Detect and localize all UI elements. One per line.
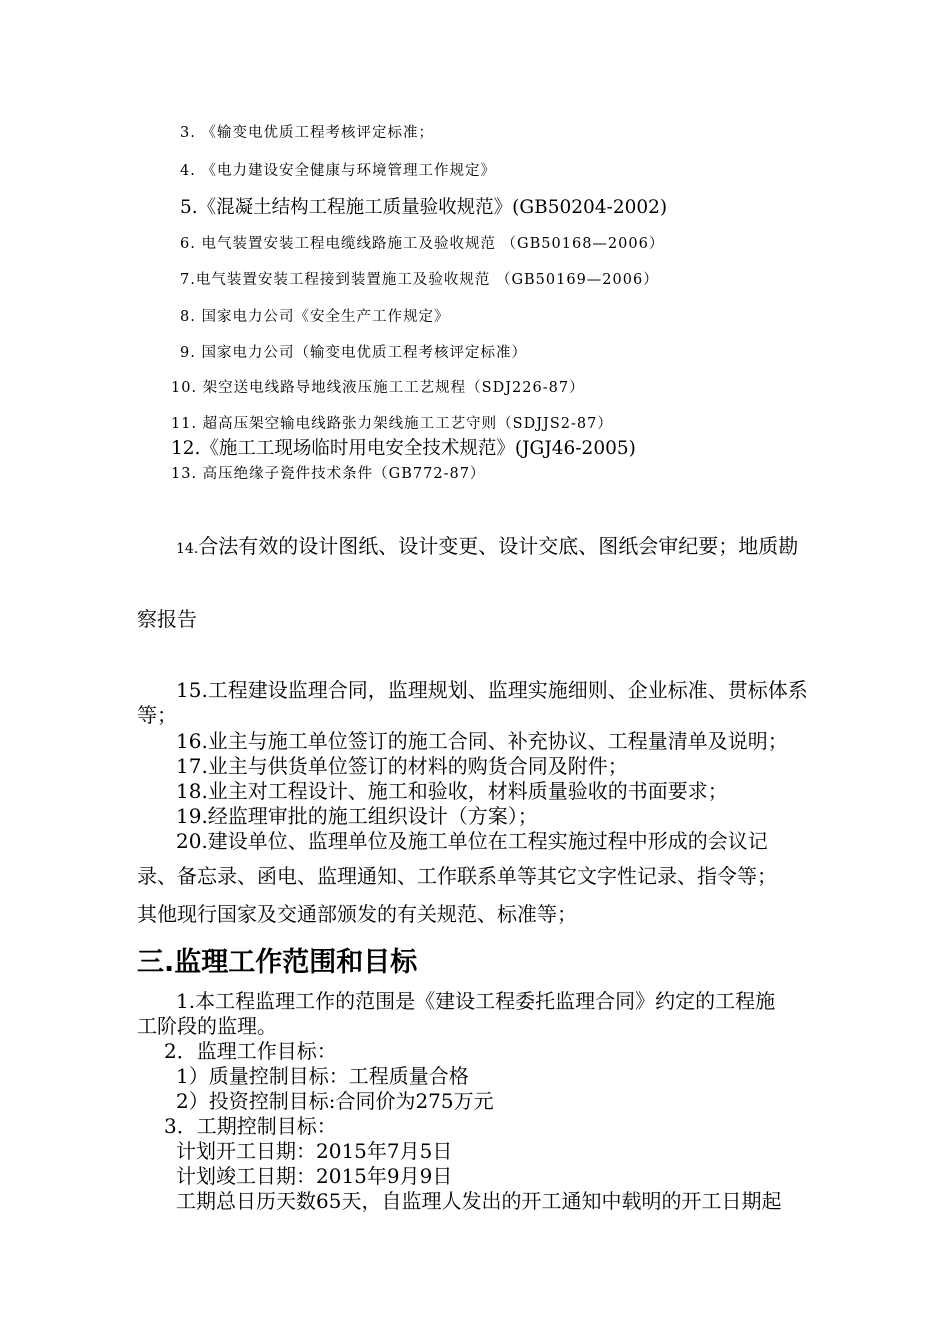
item-text: 合法有效的设计图纸、设计变更、设计交底、图纸会审纪要；地质勘 [198,534,799,558]
paragraph-line: 工阶段的监理。 [137,1014,277,1038]
basis-item: 16.业主与施工单位签订的施工合同、补充协议、工程量清单及说明； [176,729,788,753]
basis-item: 其他现行国家及交通部颁发的有关规范、标准等； [137,902,577,926]
item-number: 14. [176,541,199,557]
basis-item-14-continuation: 察报告 [137,607,197,631]
basis-item-14 [176,536,798,556]
reference-item: 6. 电气装置安装工程电缆线路施工及验收规范 （GB50168—2006） [180,236,665,252]
basis-item: 15.工程建设监理合同，监理规划、监理实施细则、企业标准、贯标体系 [176,678,808,702]
paragraph-line: 计划开工日期：2015年7月5日 [176,1139,453,1163]
paragraph-line: 1）质量控制目标：工程质量合格 [176,1064,469,1088]
paragraph-line: 工期总日历天数65天，自监理人发出的开工通知中载明的开工日期起 [176,1189,782,1213]
reference-item: 7.电气装置安装工程接到装置施工及验收规范 （GB50169—2006） [180,272,659,288]
paragraph-line: 1.本工程监理工作的范围是《建设工程委托监理合同》约定的工程施 [176,989,776,1013]
basis-item-continuation: 等； [137,703,177,727]
reference-item: 13. 高压绝缘子瓷件技术条件（GB772-87） [171,466,486,482]
paragraph-line: 计划竣工日期：2015年9月9日 [176,1164,453,1188]
paragraph-line: 3．工期控制目标： [164,1114,337,1138]
reference-item: 8. 国家电力公司《安全生产工作规定》 [180,309,450,325]
reference-item: 11. 超高压架空输电线路张力架线施工工艺守则（SDJJS2-87） [171,416,613,432]
reference-item: 12.《施工工现场临时用电安全技术规范》(JGJ46-2005) [171,438,636,459]
basis-item-continuation: 录、备忘录、函电、监理通知、工作联系单等其它文字性记录、指令等； [137,864,777,888]
basis-item: 19.经监理审批的施工组织设计（方案）； [176,804,538,828]
reference-item: 4. 《电力建设安全健康与环境管理工作规定》 [180,163,496,179]
basis-item: 20.建设单位、监理单位及施工单位在工程实施过程中形成的会议记 [176,829,768,853]
section-heading: 三.监理工作范围和目标 [137,947,418,978]
reference-item: 5.《混凝土结构工程施工质量验收规范》(GB50204-2002) [180,197,668,218]
reference-item: 10. 架空送电线路导地线液压施工工艺规程（SDJ226-87） [171,380,585,396]
paragraph-line: 2）投资控制目标:合同价为275万元 [176,1089,494,1113]
basis-item: 17.业主与供货单位签订的材料的购货合同及附件； [176,754,628,778]
basis-item: 18.业主对工程设计、施工和验收，材料质量验收的书面要求； [176,779,728,803]
paragraph-line: 2．监理工作目标： [164,1039,337,1063]
reference-item: 3. 《输变电优质工程考核评定标准； [180,125,434,141]
reference-item: 9. 国家电力公司（输变电优质工程考核评定标准） [180,345,527,361]
